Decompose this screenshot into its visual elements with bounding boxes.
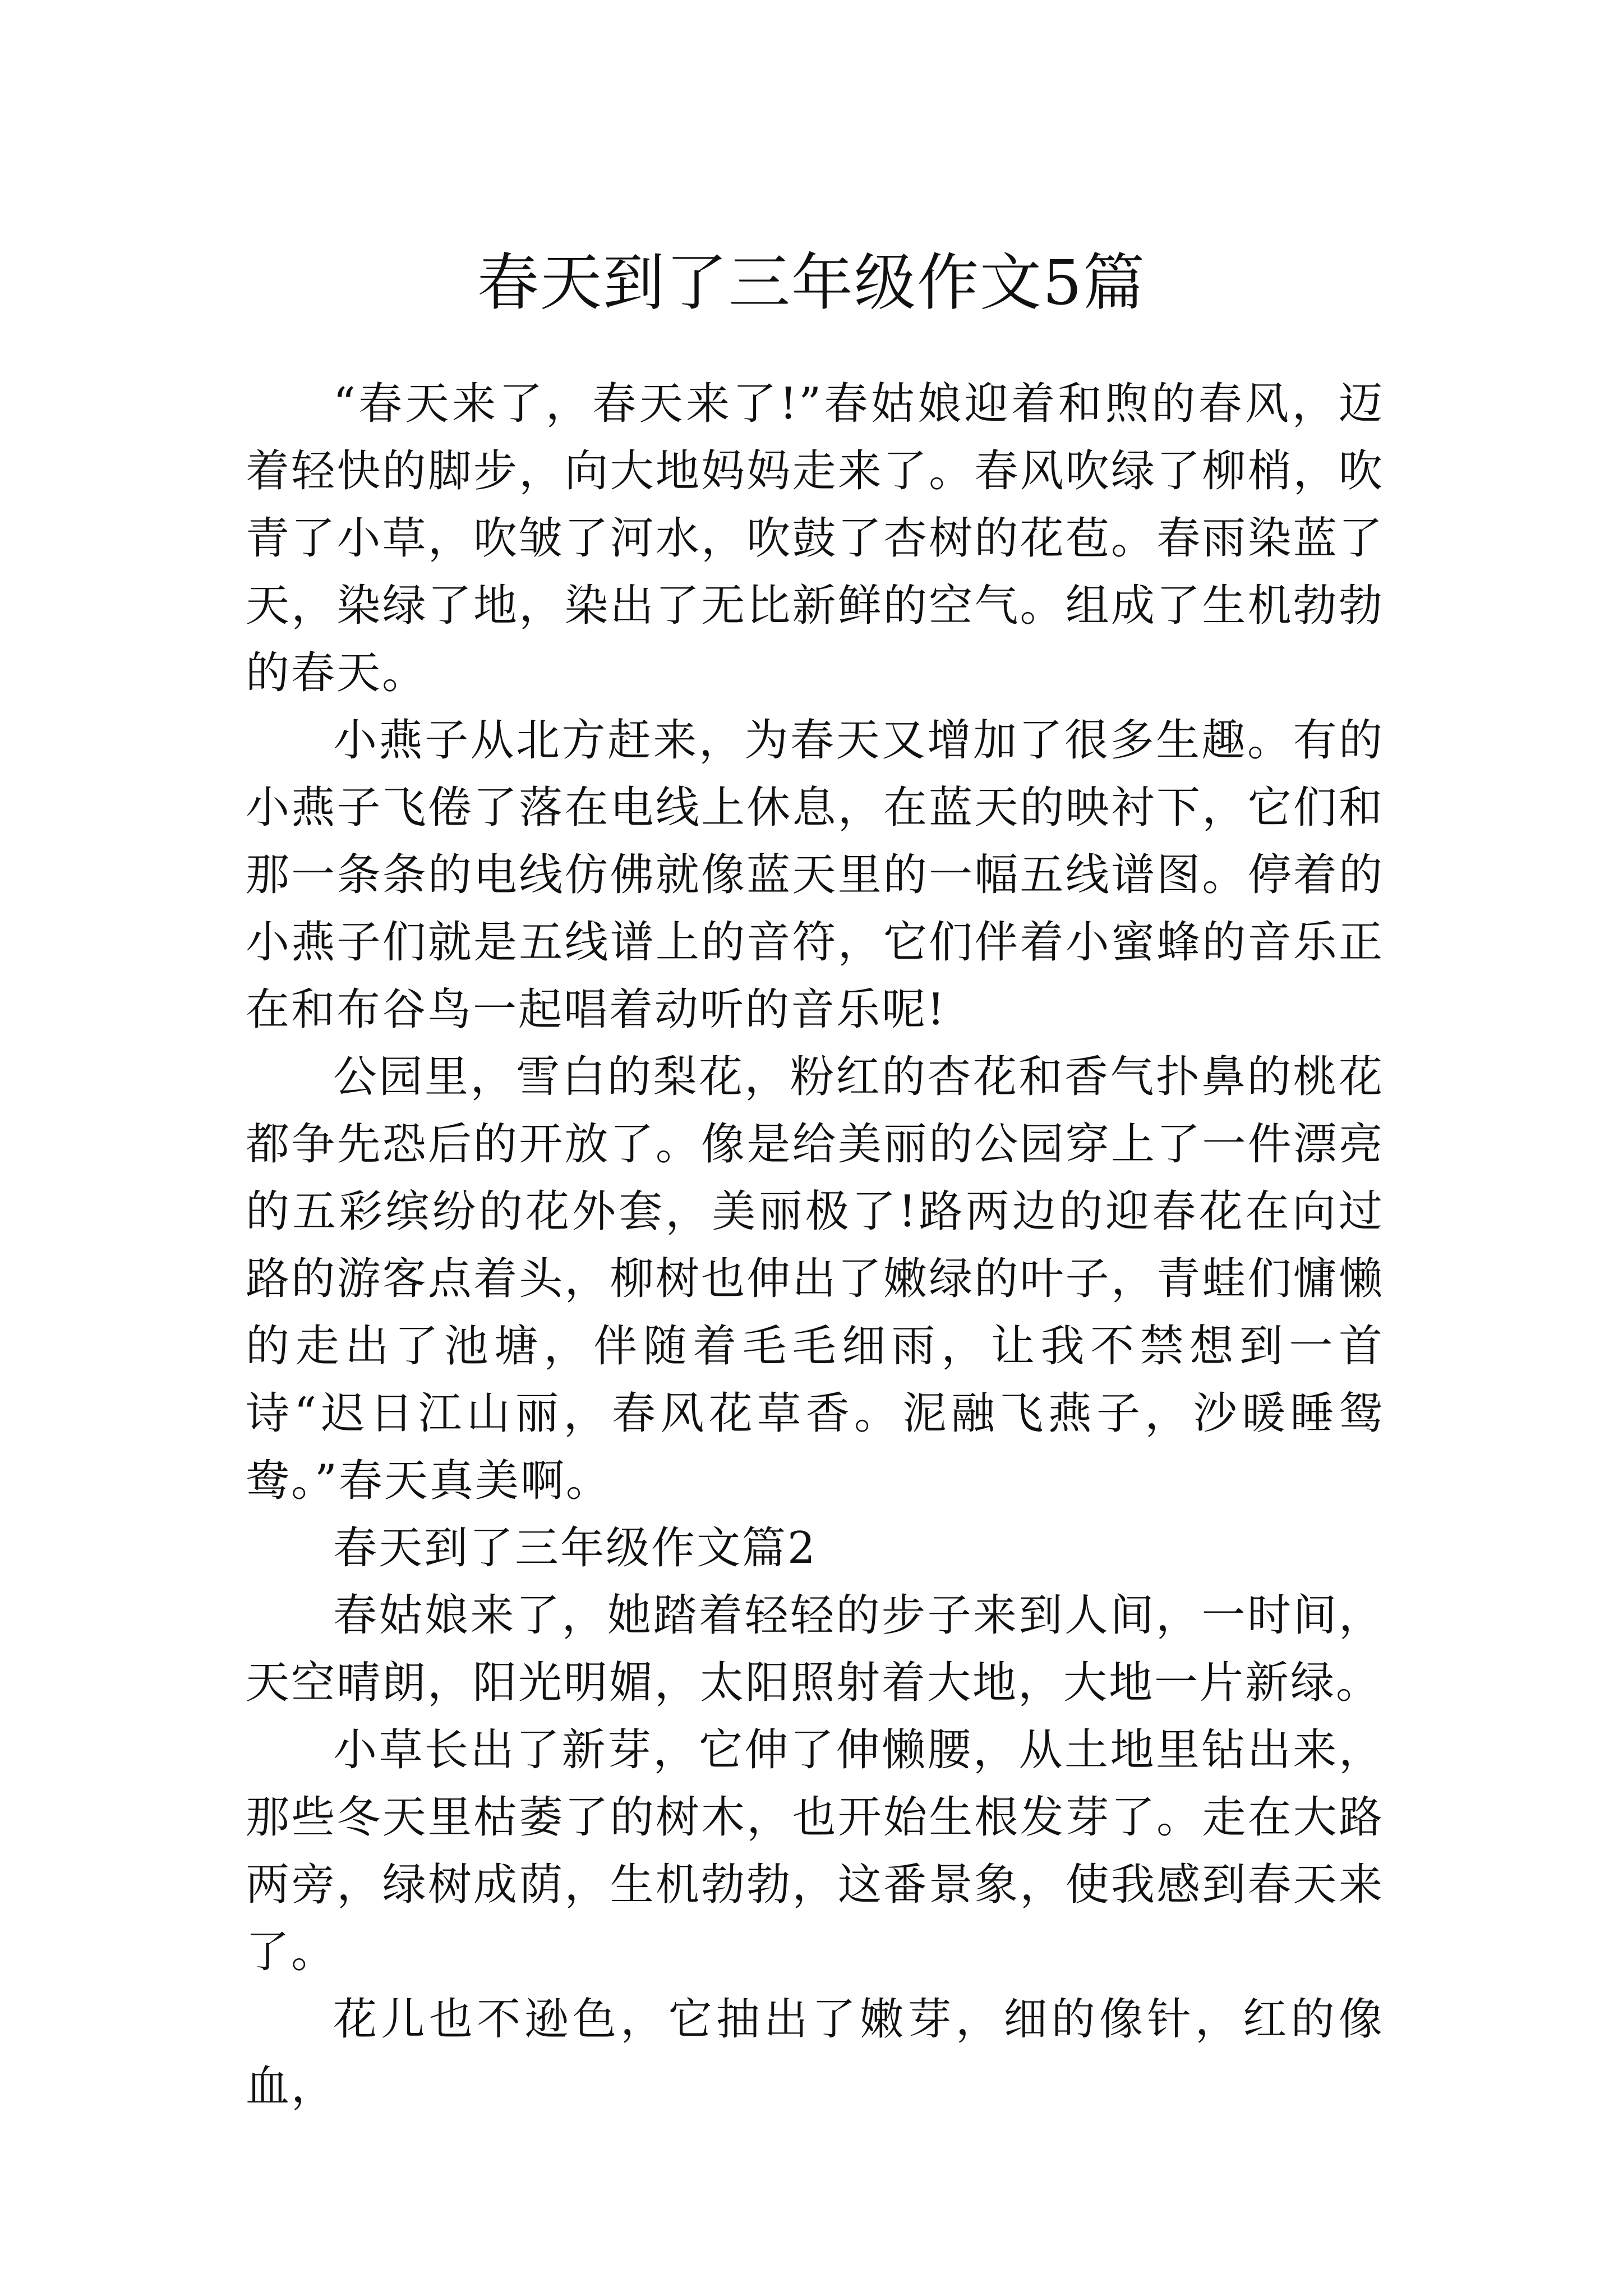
section-heading-2: 春天到了三年级作文篇2 bbox=[333, 1523, 817, 1573]
paragraph-1: “春天来了，春天来了!”春姑娘迎着和煦的春风，迈着轻快的脚步，向大地妈妈走来了。春风吹绿了柳梢，吹青了小草，吹皱了河水，吹鼓了杏树的花苞。春雨染蓝了天，染绿了地，染出了无比新鲜的空气。组成了生机勃勃的春天。 bbox=[246, 379, 1384, 698]
paragraph-3: 公园里，雪白的梨花，粉红的杏花和香气扑鼻的桃花都争先恐后的开放了。像是给美丽的公园穿上了一件漂亮的五彩缤纷的花外套，美丽极了!路两边的迎春花在向过路的游客点着头，柳树也伸出了嫩绿的叶子，青蛙们慵懒的走出了池塘，伴随着毛毛细雨，让我不禁想到一首诗“迟日江山丽，春风花草香。泥融飞燕子，沙暖睡鸳鸯。”春天真美啊。 bbox=[246, 1052, 1384, 1506]
paragraph-6: 花儿也不逊色，它抽出了嫩芽，细的像针，红的像血， bbox=[246, 1994, 1384, 2112]
document-title: 春天到了三年级作文5篇 bbox=[477, 246, 1146, 319]
document-body bbox=[246, 370, 1384, 2120]
paragraph-4: 春姑娘来了，她踏着轻轻的步子来到人间，一时间，天空晴朗，阳光明媚，太阳照射着大地，大地一片新绿。 bbox=[246, 1590, 1384, 1708]
paragraph-2: 小燕子从北方赶来，为春天又增加了很多生趣。有的小燕子飞倦了落在电线上休息，在蓝天的映衬下，它们和那一条条的电线仿佛就像蓝天里的一幅五线谱图。停着的小燕子们就是五线谱上的音符，它们伴着小蜜蜂的音乐正在和布谷鸟一起唱着动听的音乐呢! bbox=[246, 715, 1384, 1035]
paragraph-5: 小草长出了新芽，它伸了伸懒腰，从土地里钻出来，那些冬天里枯萎了的树木，也开始生根发芽了。走在大路两旁，绿树成荫，生机勃勃，这番景象，使我感到春天来了。 bbox=[246, 1725, 1384, 1977]
